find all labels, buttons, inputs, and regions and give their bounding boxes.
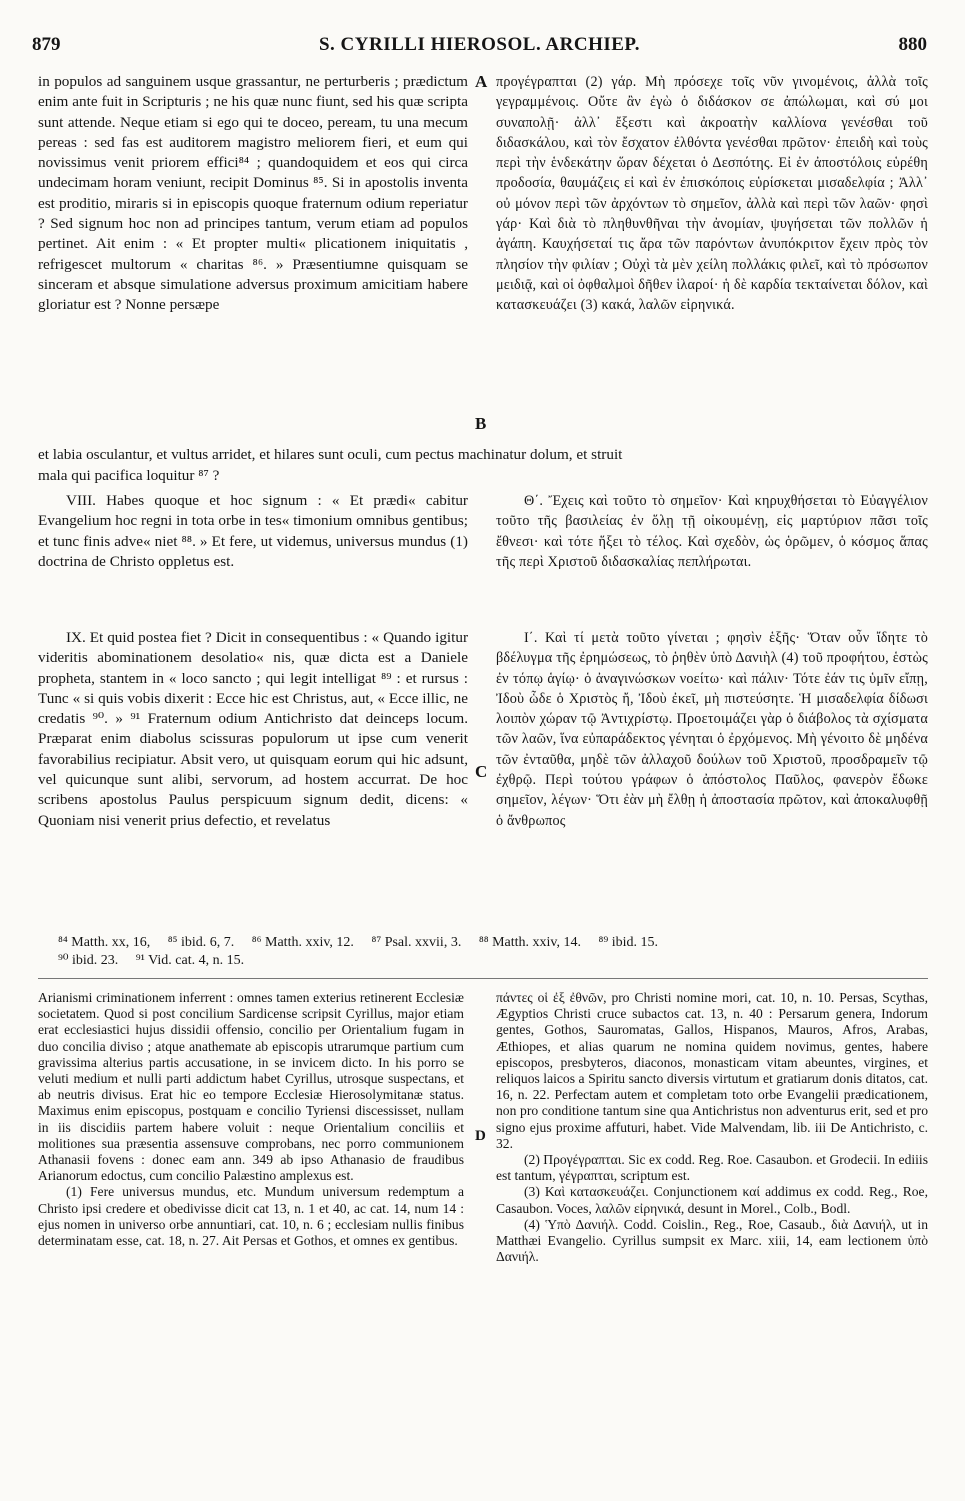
spanning-line-1: et labia osculantur, et vultus arridet, et hilares sunt oculi, cum pectus machinatur dolum, et struit [38,446,623,463]
greek-paragraph-ix: Ι΄. Καὶ τί μετὰ τοῦτο γίνεται ; φησὶν ἑξῆς· Ὅταν οὖν ἴδητε τὸ βδέλυγμα τῆς ἐρημώσεως, τὸ ῥηθὲν ὑπὸ Δανιὴλ (4) τοῦ προφήτου, ἑστὼς ἐν τόπῳ ἁγίῳ· ὁ ἀναγινώσκων νοείτω· καὶ πάλιν· Τότε ἐάν τις ὑμῖν εἴπῃ, Ἰδοὺ ὧδε ὁ Χριστὸς ἤ, Ἰδοὺ ἐκεῖ, μὴ πιστεύσητε. Ἡ μισαδελφία δίδωσι λοιπὸν χώραν τῷ Ἀντιχρίστῳ. Προετοιμάζει γὰρ ὁ διάβολος τὰ σχίσματα τῶν λαῶν, ἵνα εὐπαράδεκτος γένηται ὁ ἐρχόμενος. Μὴ γένοιτο δὲ μηδένα τῶν ἐνταῦθα, μηδὲ τῶν ἀλλαχοῦ δούλων τοῦ Χριστοῦ, προσδραμεῖν τῷ ἐχθρῷ. Περὶ τούτου γράφων ὁ ἀπόστολος Παῦλος, φανερὸν ἔδωκε σημεῖον, λέγων· Ὅτι ἐὰν μὴ ἔλθῃ ἡ ἀποστασία πρῶτον, καὶ ἀποκαλυφθῇ ὁ ἄνθρωπος [496,630,928,829]
greek-column-top [496,72,928,444]
note-4: (4) Ὑπὸ Δανιήλ. Codd. Coislin., Reg., Roe, Casaub., διὰ Δανιήλ, ut in Matthæi Evangelio. Cyrillus sumpsit ex Marc. xiii, 14, eam lectionem ὑπὸ Δανιήλ. [496,1216,928,1265]
greek-section-ix [496,628,928,926]
page-number-left: 879 [32,34,61,55]
note-2: (2) Προγέγραπται. Sic ex codd. Reg. Roe. Casaubon. et Grodecii. In ediiis est tantum, γέγραπται, scriptum est. [496,1152,928,1184]
greek-paragraph-top: προγέγραπται (2) γάρ. Μὴ πρόσεχε τοῖς νῦν γινομένοις, ἀλλὰ τοῖς γεγραμμένοις. Οὔτε ἂν ἐγὼ ὁ διδάσκον σε ἀπώλωμαι, καὶ σύ μοι συναπολῇ· ἀλλ᾽ ἔξεστι καὶ ἀκροατὴν καλλίονα γενέσθαι τοῦ διδασκάλου, καὶ τὸν ἔσχατον ἐλθόντα γενέσθαι πρῶτον· ἐπειδὴ καὶ τοὺς περὶ τὴν ἑνδεκάτην ὥραν δέχεται ὁ Δεσπότης. Εἰ ἐν ἀποστόλοις εὑρέθη προδοσία, θαυμάζεις εἰ καὶ ἐν ἐπισκόποις εὑρίσκεται μισαδελφία ; Ἀλλ᾽ οὐ μόνον περὶ τῶν ἀρχόντων τὸ σημεῖον, ἀλλὰ καὶ περὶ τῶν λαῶν· φησὶ γάρ· Καὶ διὰ τὸ πληθυνθῆναι τὴν ἀνομίαν, ψυγήσεται τῶν πολλῶν ἡ ἀγάπη. Καυχήσεταί τις ἄρα τῶν παρόντων ἀνυπόκριτον ἔχειν πρὸς τὸν πλησίον τὴν φιλίαν ; Οὐχὶ τὰ μὲν χείλη πολλάκις φιλεῖ, καὶ τὸ πρόσωπον μειδιᾷ, καὶ οἱ ὀφθαλμοὶ δῆθεν ἱλαροί· ἡ δὲ καρδία τεκταίνεται δόλον, καὶ κατασκευάζει (3) κακά, λαλῶν εἰρηνικά. [496,74,928,314]
references-line-2 [58,952,938,970]
reference-item: ⁸⁵ ibid. 6, 7. [167,935,235,950]
scripture-references [58,934,938,970]
note-1: (1) Fere universus mundus, etc. Mundum universum redemptum a Christo ipsi credere et obedivisse dicit cat 13, n. 1 et 40, ac cat. 14, num 14 : ejus nomen in universo orbe annuntiari, cat. 10, n. 6 ; ecclesiam nullis finibus determinatam esse, cat. 18, n. 27. Ait Persas et Gothos, et omnes ex gentibus. [38,1184,464,1249]
notes-divider [38,978,928,979]
reference-item: ⁸⁶ Matth. xxiv, 12. [251,935,354,950]
reference-item: ⁸⁴ Matth. xx, 16, [58,935,151,950]
notes-column-right [496,990,928,1465]
greek-section-viii [496,491,928,623]
running-title: S. CYRILLI HIEROSOL. ARCHIEP. [318,34,641,55]
notes-column-left [38,990,464,1430]
references-line-1 [58,934,938,952]
margin-mark-c: C [475,762,488,781]
reference-item: ⁸⁷ Psal. xxvii, 3. [371,935,462,950]
note-paragraph: Arianismi criminationem inferrent : omnes tamen exterius retinerent Ecclesiæ societatem. Quod si post concilium Sardicense scripsit Cyrillus, major etiam erat ecclesiastici hujus dissidii offensio, concilio per Orientalium fugam in duo concilia diviso ; atque anathemate ab episcopis utrarumque partium cum gravissima alterius partis accusatione, in se invicem dicto. In his porro se veluti medium et nulli parti addictum habet Cyrillus, utrosque suspectans, et ab neutris divisus. Erat hic eo tempore Ecclesiæ Hierosolymitanæ status. Maximus enim episcopus, postquam e concilio Tyriensi discessisset, nullam in iis discidiis partem habere voluit : neque Orientalium conciliis et molitiones sua præsentia assensuve comprobans, nec porro communionem Athanasii fovens : donec eam ann. 349 ab ipso Athanasio de fraudibus Arianorum edoctus, cum concilio Palæstino amplexus est. [38,990,464,1184]
latin-section-ix [38,628,468,926]
page-number-right: 880 [898,34,927,55]
margin-mark-a: A [475,72,488,91]
reference-item: ⁹⁰ ibid. 23. [58,953,119,968]
margin-mark-d: D [475,1128,486,1144]
latin-paragraph-top: in populos ad sanguinem usque grassantur, ne perturberis ; prædictum enim ante fuit in Scripturis ; ne his quæ nunc fiunt, sed his quæ scripta sunt attende. Neque etiam si ego qui te doceo, peream, tu una mecum pereas : sed fas est auditorem magistro meliorem fieri, et eum qui novissimus venit priorem effici⁸⁴ ; quandoquidem et eos qui circa undecimam horam veniunt, recipit Dominus ⁸⁵. Si in apostolis inventa est proditio, miraris si in episcopis quoque fraternum odium reperiatur ? Sed signum hoc non ad principes tantum, verum etiam ad populos pertinet. Ait enim : « Et propter multi« plicationem iniquitatis , refrigescet multorum « charitas ⁸⁶. » Præsentiumne quisquam se sinceram et absque simulatione adversus proximum amicitiam habere gloriatur est ? Nonne persæpe [38,73,468,314]
reference-item: ⁹¹ Vid. cat. 4, n. 15. [135,953,245,968]
latin-paragraph-ix: IX. Et quid postea fiet ? Dicit in consequentibus : « Quando igitur videritis abominationem desolatio« nis, quæ dicta est a Daniele propheta, stantem in « loco sancto ; qui legit intelligat ⁸⁹ : et rursus : Tunc « si quis vobis dixerit : Ecce hic est Christus, aut, « Ecce illic, ne credatis ⁹⁰. » ⁹¹ Fraternum odium Antichristo dat deinceps locum. Præparat enim diabolus scissuras populorum ut ipse cum venerit favorabilius recipiatur. Absit vero, ut quisquam eorum qui hic adsunt, vel quicunque sunt alibi, servorum, ad hostem accurrat. De hoc scribens apostolus Paulus perspicuum signum dedit, dicens: « Quoniam nisi venerit prius defectio, et revelatus [38,629,468,829]
reference-item: ⁸⁸ Matth. xxiv, 14. [478,935,582,950]
latin-section-viii [38,491,468,615]
note-paragraph: πάντες οἱ ἐξ ἐθνῶν, pro Christi nomine mori, cat. 10, n. 10. Persas, Scythas, Ægyptios Christi cruce subactos cat. 13, n. 40 : Persarum genera, Indorum gentes, Gothos, Sauromatas, Gallos, Hispanos, Mauros, Afros, Arabas, Æthiopes, et alias quarum ne nomina quidem novimus, gentes, habere episcopos, presbyteros, diaconos, monasticam vitam abeuntes, virgines, et reliquos laicos a Spiritu sancto diversis virtutum et gratiarum donis ditatos, cat. 16, n. 22. Perfectam autem et completam toto orbe Evangelii prædicationem, non pro conditione tantum sine qua Antichristus non adventurus erit, sed et pro signo ejus proxime affuturi, habet. Vide Malvendam, lib. iii De Antichristo, c. 32. [496,990,928,1151]
spanning-line-2: mala qui pacifica loquitur ⁸⁷ ? [38,467,220,484]
latin-paragraph-viii: VIII. Habes quoque et hoc signum : « Et prædi« cabitur Evangelium hoc regni in tota orbe in tes« timonium omnibus gentibus; et tunc finis adve« niet ⁸⁸. » Et fere, ut videmus, universus mundus (1) doctrina de Christo oppletus est. [38,492,468,570]
margin-mark-b: B [475,414,487,433]
page-header [32,34,927,64]
latin-column-top [38,72,468,444]
reference-item: ⁸⁹ ibid. 15. [598,935,659,950]
note-3: (3) Καὶ κατασκευάζει. Conjunctionem καί addimus ex codd. Reg., Roe, Casaubon. Voces, λαλῶν εἰρηνικά, desunt in Morel., Colb., Bodl. [496,1184,928,1216]
greek-paragraph-viii: Θ΄. Ἔχεις καὶ τοῦτο τὸ σημεῖον· Καὶ κηρυχθήσεται τὸ Εὐαγγέλιον τοῦτο τῆς βασιλείας ἐν ὅλῃ τῇ οἰκουμένῃ, εἰς μαρτύριον πᾶσι τοῖς ἔθνεσι· καὶ τότε ἥξει τὸ τέλος. Καὶ σχεδὸν, ὡς ὁρῶμεν, ὁ κόσμος ἅπας τῆς περὶ Χριστοῦ διδασκαλίας πεπλήρωται. [496,493,928,570]
